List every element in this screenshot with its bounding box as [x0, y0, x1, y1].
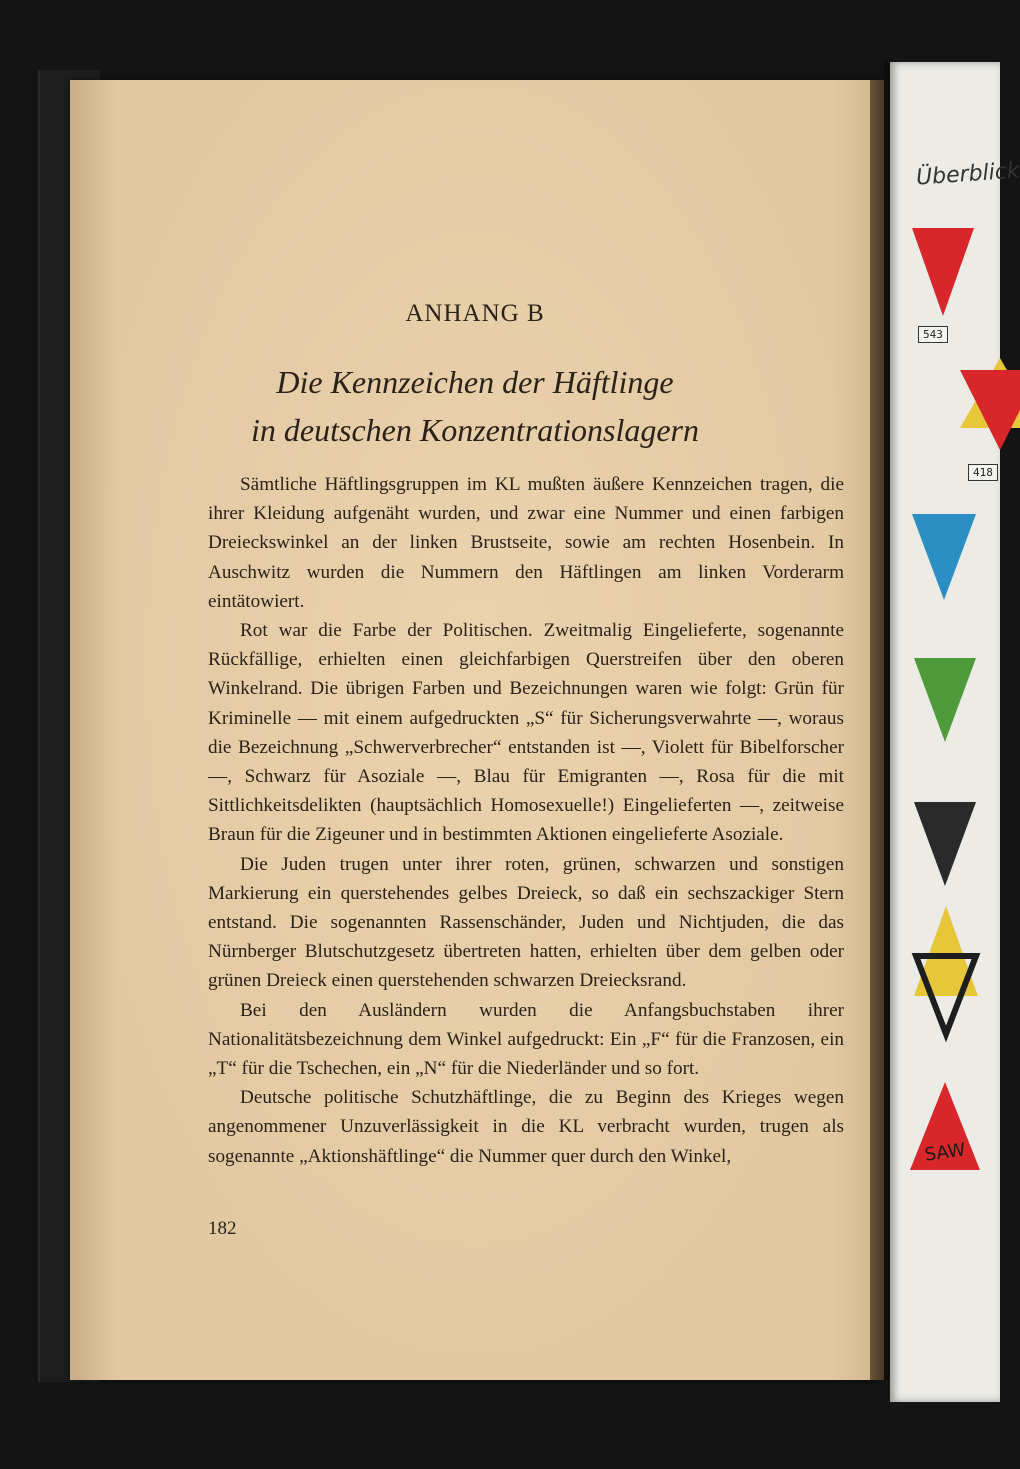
red-triangle-icon: [912, 228, 974, 320]
prisoner-number-badge: 418: [968, 464, 998, 481]
red-yellow-star-icon: [960, 340, 1020, 455]
page-number: 182: [208, 1218, 237, 1239]
green-triangle-icon: [914, 658, 976, 744]
saw-triangle-icon: [910, 1082, 980, 1172]
prisoner-number-badge: 543: [918, 326, 948, 343]
black-triangle-icon: [914, 802, 976, 888]
appendix-heading: ANHANG B: [405, 300, 545, 327]
paragraph: Die Juden trugen unter ihrer roten, grünen, schwarzen und sonstigen Markierung ein querstehendes gelbes Dreieck, so daß ein sechszackiger Stern entstand. Die sogenannten Rassenschänder, Juden und Nichtjuden, die das Nürnberger Blutschutzgesetz übertreten hatten, erhielten über dem gelben oder grünen Dreieck einen querstehenden schwarzen Dreiecksrand.: [208, 853, 844, 992]
chapter-title-line2: in deutschen Konzentrationslagern: [251, 412, 699, 448]
chapter-title-line1: Die Kennzeichen der Häftlinge: [276, 364, 674, 400]
paragraph: Rot war die Farbe der Politischen. Zweitmalig Eingelieferte, sogenannte Rückfällige, erhielten einen gleichfarbigen Querstreifen über den oberen Winkelrand. Die übrigen Farben und Bezeichnungen waren wie folgt: Grün für Kriminelle — mit einem aufgedruckten „S“ für Sicherungsverwahrte —, woraus die Bezeichnung „Schwerverbrecher“ entstanden ist —, Violett für Bibelforscher —, Schwarz für Asoziale —, Blau für Emigranten —, Rosa für die mit Sittlichkeitsdelikten (hauptsächlich Homosexuelle!) Eingelieferten —, zeitweise Braun für die Zigeuner und in bestimmten Aktionen eingelieferte Asoziale.: [208, 620, 844, 846]
blue-triangle-icon: [912, 514, 976, 602]
paragraph: Bei den Ausländern wurden die Anfangsbuchstaben ihrer Nationalitätsbezeichnung dem Winkel aufgedruckt: Ein „F“ für die Franzosen, ein „T“ für die Tschechen, ein „N“ für die Niederländer und so fort.: [208, 999, 844, 1080]
paragraph: Deutsche politische Schutzhäftlinge, die zu Beginn des Krieges wegen angenommener Unzuverlässigkeit in die KL verbracht wurden, trugen als sogenannte „Aktionshäftlinge“ die Nummer quer durch den Winkel,: [208, 1087, 844, 1167]
saw-label: SAW: [923, 1139, 967, 1166]
yellow-black-combo-icon: [912, 906, 980, 1036]
body-text: [208, 470, 844, 1171]
overview-title: Überblick: [915, 158, 1020, 191]
paragraph: Sämtliche Häftlingsgruppen im KL mußten äußere Kennzeichen tragen, die ihrer Kleidung aufgenäht wurden, und zwar eine Nummer und einen farbigen Dreieckswinkel an der linken Brustseite, sowie am rechten Hosenbein. In Auschwitz wurden die Nummern den Häftlingen am linken Vorderarm eintätowiert.: [208, 474, 844, 612]
